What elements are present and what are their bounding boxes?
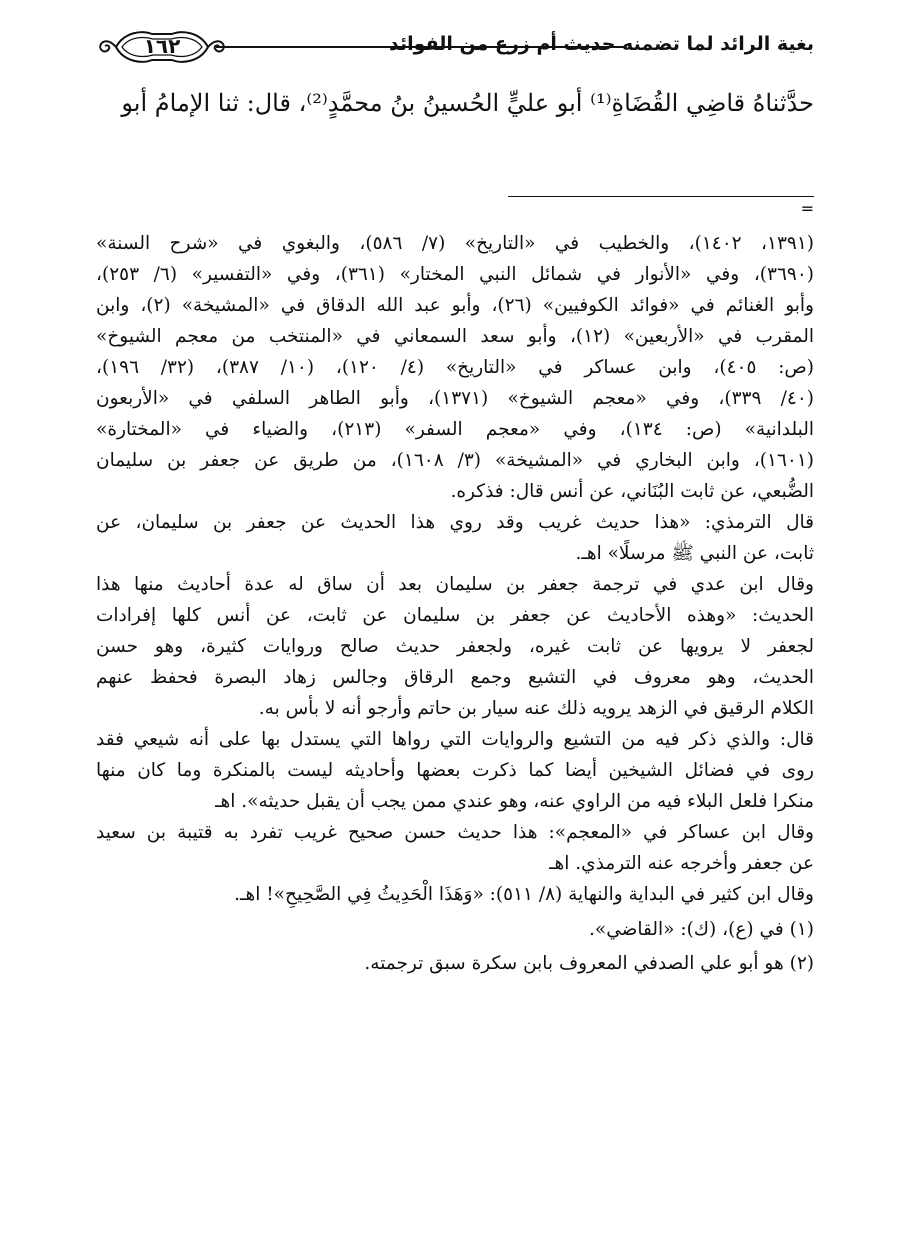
footnote-line: (١٦٠١)، وابن البخاري في «المشيخة» (٣/ ١٦٠٨)، من طريق عن جعفر بن سليمان — [96, 450, 814, 471]
footnote-line: وقال ابن كثير في البداية والنهاية (٨/ ٥١١): «وَهَذَا الْحَدِيثُ فِي الصَّحِيحِ»! اهـ. — [234, 884, 814, 905]
footnote-line: المقرب في «الأربعين» (١٢)، وأبو سعد السمعاني في «المنتخب من معجم الشيوخ» — [96, 326, 814, 347]
page-number: ١٦٢ — [143, 34, 181, 58]
main-text-line: حدَّثناهُ قاضِي القُضَاةِ⁽¹⁾ أبو عليٍّ الحُسينُ بنُ محمَّدٍ⁽²⁾، قال: ثنا الإمامُ أبو — [121, 89, 814, 117]
footnotes — [96, 228, 814, 981]
footnote-1: (١) في (ع)، (ك): «القاضي». — [589, 919, 814, 940]
footnote-line: عن جعفر وأخرجه عنه الترمذي. اهـ — [549, 853, 814, 874]
footnote-line: الكلام الرقيق في الزهد يرويه ذلك عنه سيار بن حاتم وأرجو أنه لا بأس به. — [258, 698, 814, 719]
footnote-2: (٢) هو أبو علي الصدفي المعروف بابن سكرة سبق ترجمته. — [364, 953, 814, 974]
footnote-line: وقال ابن عدي في ترجمة جعفر بن سليمان بعد أن ساق له عدة أحاديث منها هذا — [96, 574, 814, 595]
running-title: بغية الرائد لما تضمنه حديث أم زرع من الفوائد — [389, 33, 814, 55]
footnote-line: (١٣٩١، ١٤٠٢)، والخطيب في «التاريخ» (٧/ ٥٨٦)، والبغوي في «شرح السنة» — [96, 233, 814, 254]
footnote-line: (٤٠/ ٣٣٩)، وفي «معجم الشيوخ» (١٣٧١)، وأبو الطاهر السلفي في «الأربعون — [96, 388, 814, 409]
continuation-mark: = — [800, 199, 814, 218]
footnote-line: الحديث: «وهذه الأحاديث عن جعفر بن سليمان عن ثابت، عن أنس كلها إفرادات — [96, 605, 814, 626]
running-header — [96, 24, 814, 70]
footnote-line: (ص: ٤٠٥)، وابن عساكر في «التاريخ» (٤/ ١٢٠)، (١٠/ ٣٨٧)، (٣٢/ ١٩٦)، — [96, 357, 814, 378]
footnote-line: قال: والذي ذكر فيه من التشيع والروايات التي رواها التي يستدل بها على أنه شيعي فقد — [96, 729, 814, 750]
footnote-separator — [508, 196, 814, 197]
footnote-line: البلدانية» (ص: ١٣٤)، وفي «معجم السفر» (٢١٣)، والضياء في «المختارة» — [96, 419, 814, 440]
footnote-line: روى في فضائل الشيخين أيضا كما ذكرت بعضها وأحاديثه ليست بالمنكرة وما كان منها — [96, 760, 814, 781]
footnote-line: الحديث، وهو معروف في التشيع وجمع الرقاق وجالس زهاد البصرة فحفظ عنهم — [96, 667, 814, 688]
footnote-line: وقال ابن عساكر في «المعجم»: هذا حديث حسن صحيح غريب تفرد به قتيبة بن سعيد — [96, 822, 814, 843]
footnote-line: لجعفر لا يرويها عن ثابت غيره، ولجعفر حديث صالح وروايات كثيرة، وهو حسن — [96, 636, 814, 657]
footnote-line: قال الترمذي: «هذا حديث غريب وقد روي هذا الحديث عن جعفر بن سليمان، عن — [96, 512, 814, 533]
footnote-line: ثابت، عن النبي ﷺ مرسلًا» اهـ. — [575, 543, 814, 564]
footnote-line: الضُّبعي، عن ثابت البُنَاني، عن أنس قال: فذكره. — [450, 481, 814, 502]
footnote-continuation — [96, 228, 814, 910]
footnote-line: منكرا فلعل البلاء فيه من الراوي عنه، وهو عندي ممن يجب أن يقبل حديثه». اهـ — [215, 791, 814, 812]
footnote-line: وأبو الغنائم في «فوائد الكوفيين» (٢٦)، وأبو عبد الله الدقاق في «المشيخة» (٢)، وابن — [96, 295, 814, 316]
footnote-line: (٣٦٩٠)، وفي «الأنوار في شمائل النبي المختار» (٣٦١)، وفي «التفسير» (٦/ ٢٥٣)، — [96, 264, 814, 285]
